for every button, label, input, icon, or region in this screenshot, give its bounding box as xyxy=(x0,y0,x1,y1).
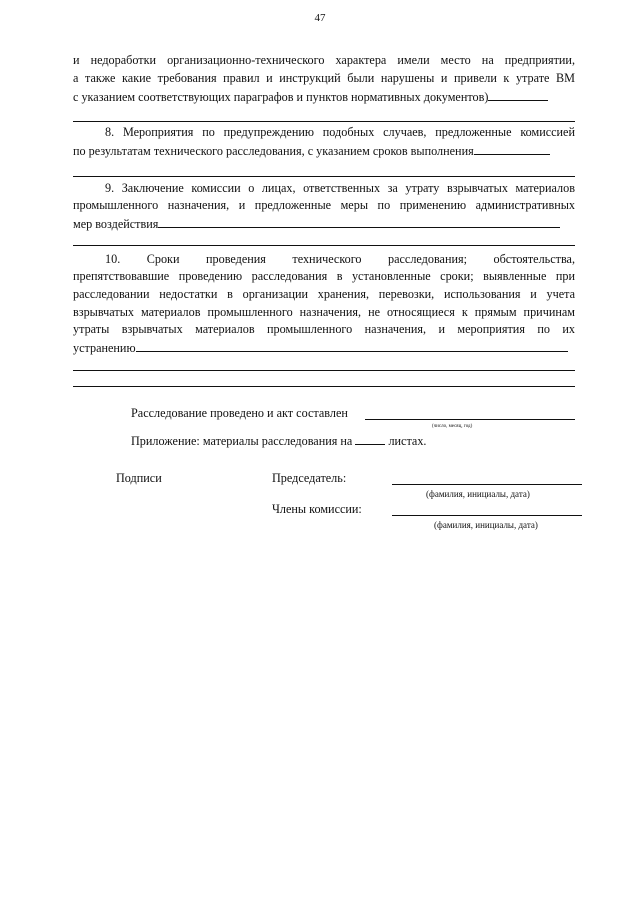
signatures-label: Подписи xyxy=(116,471,162,485)
members-signature-field[interactable] xyxy=(392,515,582,516)
section10-line5: утраты взрывчатых материалов промышленного назначения, и мероприятия по их xyxy=(73,322,575,336)
page-number: 47 xyxy=(314,12,326,24)
section8-line2 xyxy=(73,142,575,158)
sheets-count-field[interactable] xyxy=(355,432,385,445)
date-caption: (число, месяц, год) xyxy=(432,424,473,429)
chairman-caption: (фамилия, инициалы, дата) xyxy=(426,489,530,499)
section9-line1: 9. Заключение комиссии о лицах, ответственных за утрату взрывчатых материалов xyxy=(105,181,575,195)
appendix-suffix: листах. xyxy=(388,434,427,448)
section9-line3-text: мер воздействия xyxy=(73,217,159,231)
section7-line1: и недоработки организационно-технического характера имели место на предприятии, xyxy=(73,53,575,67)
blank-rule[interactable] xyxy=(73,176,575,177)
chairman-label: Председатель: xyxy=(272,471,347,485)
fill-line[interactable] xyxy=(158,215,560,228)
section9-line3 xyxy=(73,215,575,231)
appendix-text xyxy=(131,432,426,449)
section7-line2: а также какие требования правил и инструкций были нарушены и привели к утрате ВМ xyxy=(73,71,575,85)
members-caption: (фамилия, инициалы, дата) xyxy=(434,520,538,530)
fill-line[interactable] xyxy=(136,339,568,352)
section10-line4: взрывчатых материалов промышленного назначения, не относящиеся к прямым причинам xyxy=(73,305,575,319)
chairman-signature-field[interactable] xyxy=(392,484,582,485)
section8-line1: 8. Мероприятия по предупреждению подобных случаев, предложенные комиссией xyxy=(105,125,575,139)
blank-rule[interactable] xyxy=(73,121,575,122)
section10-line6-text: устранению xyxy=(73,341,136,355)
date-field[interactable] xyxy=(365,419,575,420)
appendix-prefix: Приложение: материалы расследования на xyxy=(131,434,353,448)
investigation-text: Расследование проведено и акт составлен xyxy=(131,406,348,420)
blank-rule[interactable] xyxy=(73,370,575,371)
section10-line6 xyxy=(73,339,575,355)
section8-line2-text: по результатам технического расследования, с указанием сроков выполнения xyxy=(73,144,474,158)
section10-line1: 10. Сроки проведения технического расследования; обстоятельства, xyxy=(105,252,575,266)
section10-line2: препятствовавшие проведению расследования в установленные сроки; выявленные при xyxy=(73,269,575,283)
fill-line[interactable] xyxy=(488,88,548,101)
blank-rule[interactable] xyxy=(73,245,575,246)
section7-line3-text: с указанием соответствующих параграфов и пунктов нормативных документов) xyxy=(73,90,489,104)
section7-line3 xyxy=(73,88,575,104)
section9-line2: промышленного назначения, и предложенные меры по применению административных xyxy=(73,198,575,212)
fill-line[interactable] xyxy=(474,142,550,155)
section10-line3: расследовании недостатки в организации хранения, перевозки, использования и учета xyxy=(73,287,575,301)
members-label: Члены комиссии: xyxy=(272,502,362,516)
blank-rule[interactable] xyxy=(73,386,575,387)
